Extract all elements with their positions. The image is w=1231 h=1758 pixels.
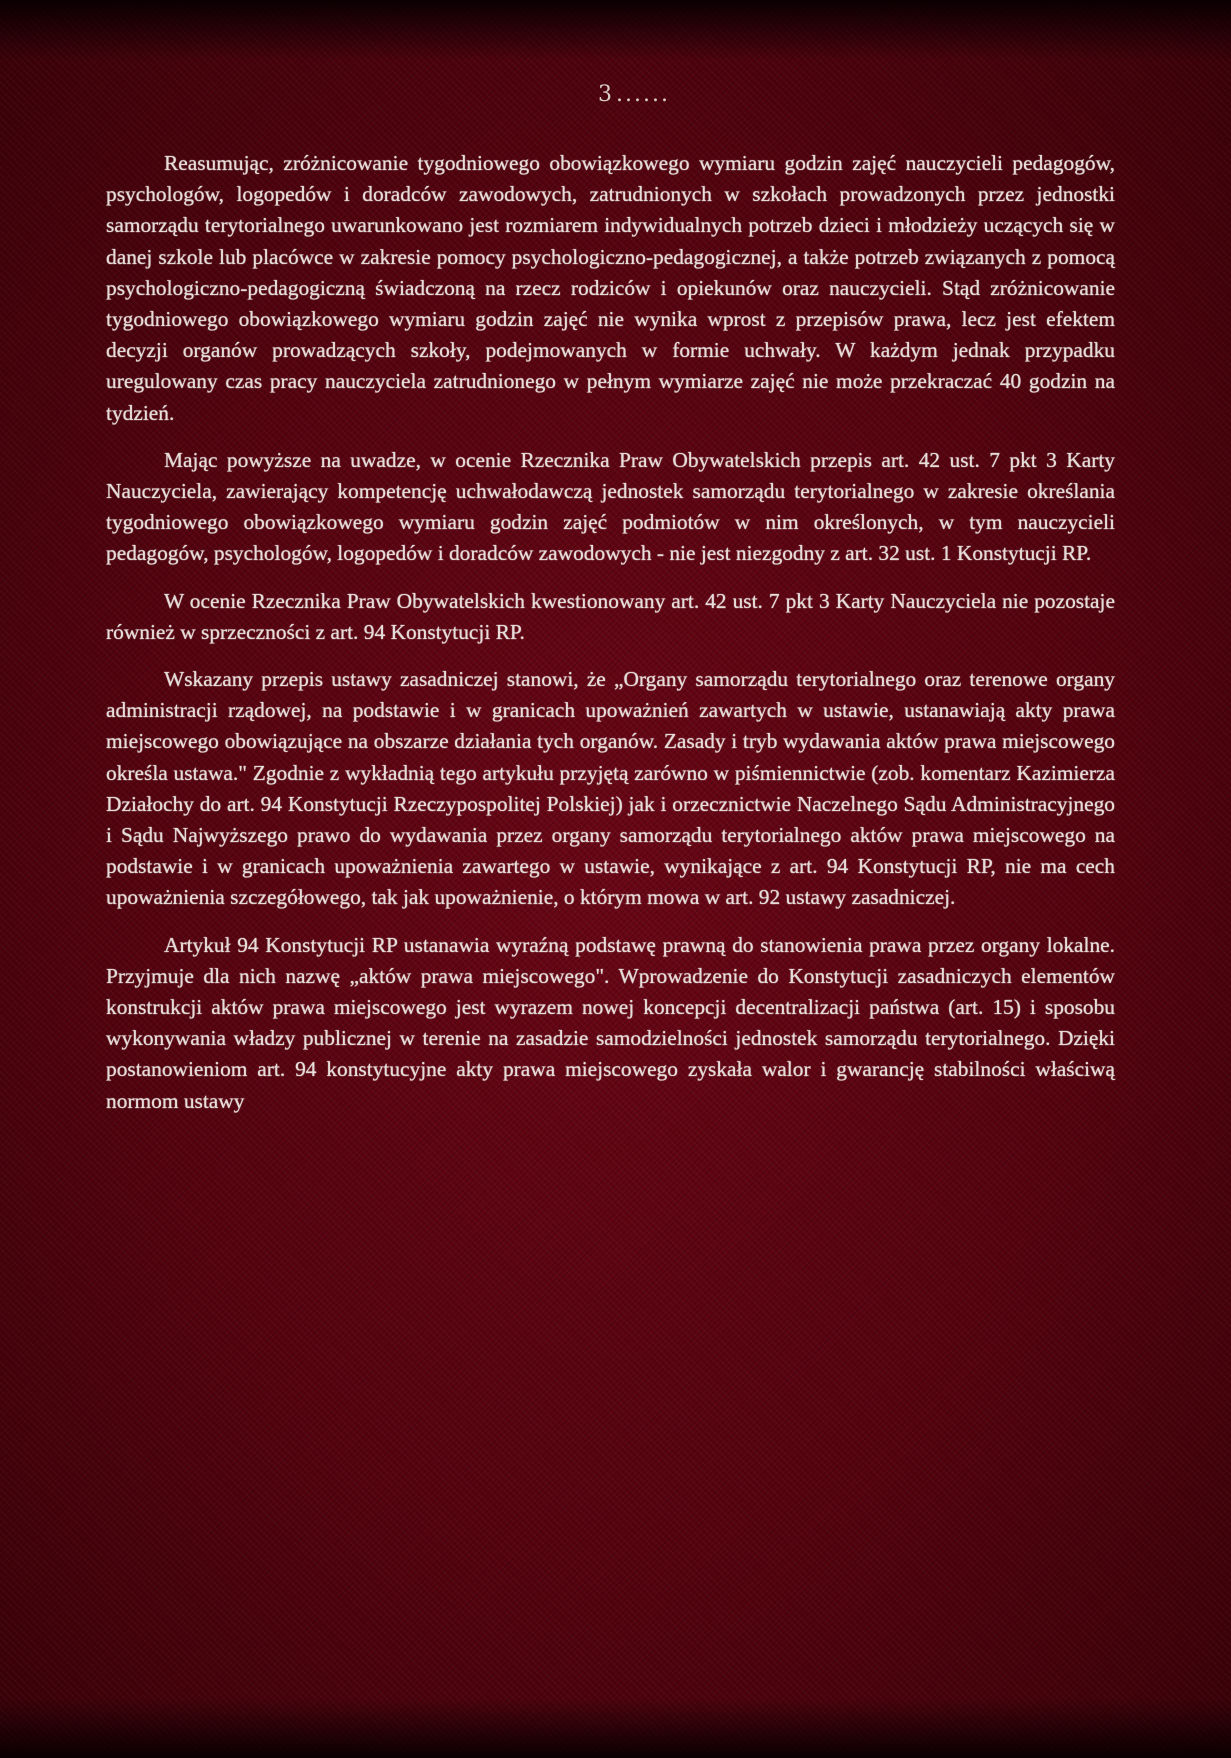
paragraph-assessment-art-94: W ocenie Rzecznika Praw Obywatelskich kwestionowany art. 42 ust. 7 pkt 3 Karty Nauczyciela nie pozostaje również w sprzeczności z art. 94 Konstytucji RP.: [106, 588, 1115, 644]
paragraph-art-94-quote: Wskazany przepis ustawy zasadniczej stanowi, że „Organy samorządu terytorialnego oraz terenowe organy administracji rządowej, na podstawie i w granicach upoważnień zawartych w ustawie, ustanawiają akty prawa miejscowego obowiązujące na obszarze działania tych organów. Zasady i tryb wydawania aktów prawa miejscowego określa ustawa." Zgodnie z wykładnią tego artykułu przyjętą zarówno w piśmiennictwie (zob. komentarz Kazimierza Działochy do art. 94 Konstytucji Rzeczypospolitej Polskiej) jak i orzecznictwie Naczelnego Sądu Administracyjnego i Sądu Najwyższego prawo do wydawania przez organy samorządu terytorialnego aktów prawa miejscowego na podstawie i w granicach upoważnienia zawartego w ustawie, wynikające z art. 94 Konstytucji RP, nie ma cech upoważnienia szczegółowego, tak jak upoważnienie, o którym mowa w art. 92 ustawy zasadniczej.: [106, 667, 1115, 910]
document-body: [106, 148, 1115, 1117]
paragraph-summary: Reasumując, zróżnicowanie tygodniowego obowiązkowego wymiaru godzin zajęć nauczycieli pedagogów, psychologów, logopedów i doradców zawodowych, zatrudnionych w szkołach prowadzonych przez jednostki samorządu terytorialnego uwarunkowano jest rozmiarem indywidualnych potrzeb dzieci i młodzieży uczących się w danej szkole lub placówce w zakresie pomocy psychologiczno-pedagogicznej, a także potrzeb związanych z pomocą psychologiczno-pedagogiczną świadczoną na rzecz rodziców i opiekunów oraz nauczycieli. Stąd zróżnicowanie tygodniowego obowiązkowego wymiaru godzin zajęć nie wynika wprost z przepisów prawa, lecz jest efektem decyzji organów prowadzących szkoły, podejmowanych w formie uchwały. W każdym jednak przypadku uregulowany czas pracy nauczyciela zatrudnionego w pełnym wymiarze zajęć nie może przekraczać 40 godzin na tydzień.: [106, 151, 1115, 425]
page-number-suffix: ......: [616, 82, 670, 107]
paragraph-assessment-art-32: Mając powyższe na uwadze, w ocenie Rzecznika Praw Obywatelskich przepis art. 42 ust. 7 pkt 3 Karty Nauczyciela, zawierający kompetencję uchwałodawczą jednostek samorządu terytorialnego w zakresie określania tygodniowego obowiązkowego wymiaru godzin zajęć podmiotów w nim określonych, w tym nauczycieli pedagogów, psychologów, logopedów i doradców zawodowych - nie jest niezgodny z art. 32 ust. 1 Konstytucji RP.: [106, 447, 1115, 566]
page-number-value: 3: [598, 82, 612, 107]
page-number: [598, 82, 670, 107]
paragraph-art-94-local-law: Artykuł 94 Konstytucji RP ustanawia wyraźną podstawę prawną do stanowienia prawa przez organy lokalne. Przyjmuje dla nich nazwę „aktów prawa miejscowego". Wprowadzenie do Konstytucji zasadniczych elementów konstrukcji aktów prawa miejscowego jest wyrazem nowej koncepcji decentralizacji państwa (art. 15) i sposobu wykonywania władzy publicznej w terenie na zasadzie samodzielności jednostek samorządu terytorialnego. Dzięki postanowieniom art. 94 konstytucyjne akty prawa miejscowego zyskała walor i gwarancję stabilności właściwą normom ustawy: [106, 932, 1115, 1113]
